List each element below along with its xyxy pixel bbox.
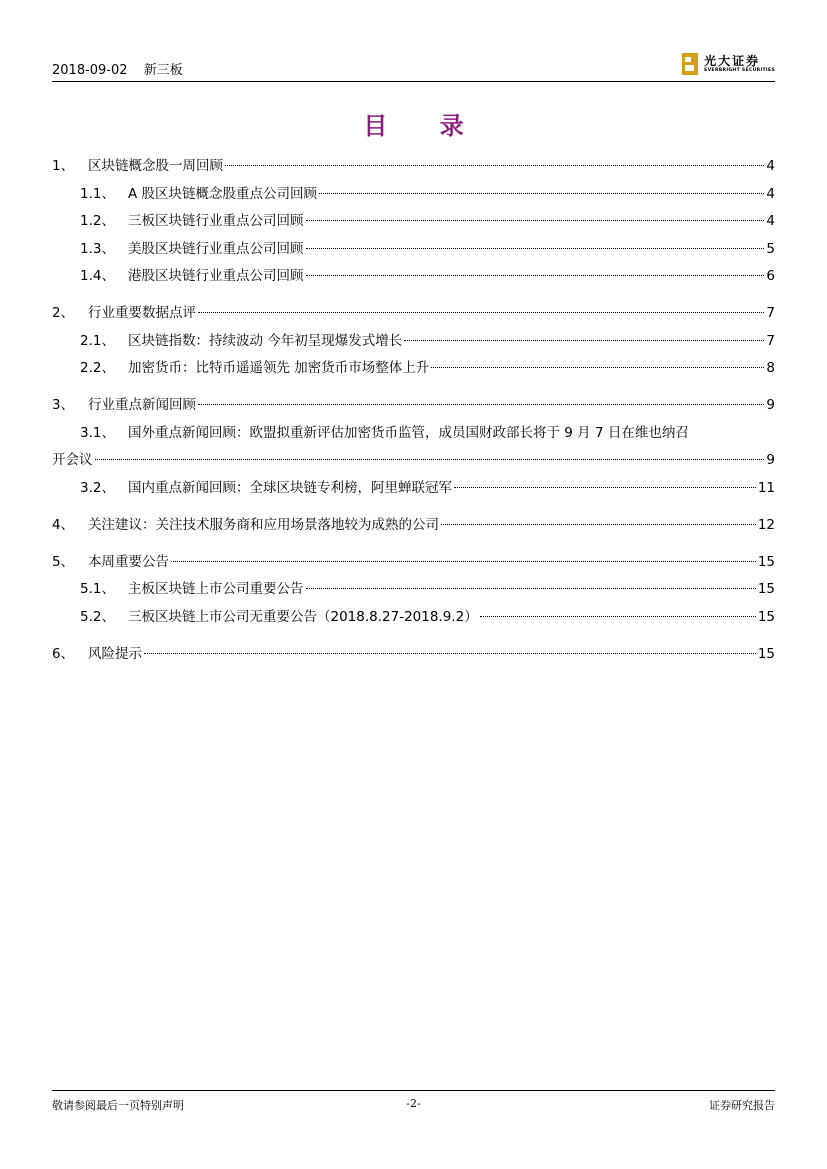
toc-entry-page: 15	[757, 581, 775, 597]
toc-entry[interactable]	[52, 515, 775, 535]
toc-entry[interactable]	[52, 184, 775, 204]
toc-leader-dots	[171, 561, 756, 562]
toc-leader-dots	[198, 312, 764, 313]
toc-entry-page: 15	[757, 608, 775, 625]
toc-leader-dots	[431, 367, 764, 368]
toc-entry-number: 1.2、	[80, 213, 115, 229]
toc-entry-number: 1.1、	[80, 185, 115, 202]
toc-entry-page: 4	[766, 158, 775, 174]
toc-entry-line[interactable]	[80, 423, 775, 443]
toc-entry-number: 4、	[52, 516, 75, 533]
toc-leader-dots	[441, 524, 756, 525]
toc-leader-dots	[95, 459, 765, 460]
toc-entry[interactable]	[52, 266, 775, 286]
toc-entry-text: 港股区块链行业重点公司回顾	[128, 268, 304, 284]
toc-entry[interactable]	[52, 644, 775, 664]
toc-entry-page: 9	[766, 452, 775, 468]
toc-entry[interactable]	[52, 331, 775, 351]
logo-mark-icon	[682, 53, 698, 75]
toc-entry-number: 5.1、	[80, 581, 115, 597]
toc-entry-page: 5	[766, 240, 775, 257]
toc-entry-number: 5、	[52, 553, 75, 570]
toc-entry[interactable]	[52, 358, 775, 378]
toc-leader-dots	[319, 193, 764, 194]
toc-entry-text: 行业重要数据点评	[88, 305, 196, 321]
toc-leader-dots	[306, 220, 765, 221]
toc-entry-text: 国内重点新闻回顾：全球区块链专利榜，阿里蝉联冠军	[128, 479, 452, 496]
toc-entry-page: 15	[757, 645, 775, 662]
report-category: 新三板	[143, 63, 183, 78]
toc-entry-page: 6	[766, 268, 775, 284]
toc-entry-text: A 股区块链概念股重点公司回顾	[128, 185, 318, 202]
page-number: -2-	[406, 1097, 421, 1110]
toc-entry-page: 9	[766, 397, 775, 413]
toc-title: 目 录	[363, 111, 486, 140]
toc-entry-text: 本周重要公告	[88, 553, 169, 570]
toc-leader-dots	[306, 248, 765, 249]
company-logo	[682, 51, 775, 77]
page-header	[52, 48, 775, 82]
toc-entry-text: 三板区块链上市公司无重要公告（2018.8.27-2018.9.2）	[128, 608, 478, 625]
footer-report-type: 证券研究报告	[709, 1099, 775, 1112]
toc-entry-number: 1、	[52, 158, 75, 174]
toc-entry-page: 15	[757, 553, 775, 570]
toc-entry[interactable]	[52, 450, 775, 470]
toc-entry-number: 3.2、	[80, 479, 115, 496]
footer-disclaimer: 敬请参阅最后一页特别声明	[52, 1099, 184, 1112]
toc-entry-text: 加密货币：比特币遥遥领先 加密货币市场整体上升	[128, 360, 430, 376]
toc-entry-number: 2.1、	[80, 332, 115, 349]
toc-entry-page: 8	[766, 360, 775, 376]
report-date: 2018-09-02	[52, 63, 128, 78]
toc-entry[interactable]	[52, 579, 775, 599]
toc-entry[interactable]	[52, 552, 775, 572]
toc-entry-page: 4	[766, 213, 775, 229]
toc-entry-page: 12	[757, 516, 775, 533]
toc-entry[interactable]	[52, 478, 775, 498]
toc-entry-text: 区块链概念股一周回顾	[88, 158, 223, 174]
toc-entry[interactable]	[52, 239, 775, 259]
toc-entry-text: 风险提示	[88, 645, 142, 662]
toc-entry-number: 5.2、	[80, 608, 115, 625]
toc-entry-number: 6、	[52, 645, 75, 662]
toc-entry-number: 2.2、	[80, 360, 115, 376]
toc-entry[interactable]	[52, 395, 775, 415]
toc-entry-page: 7	[766, 305, 775, 321]
toc-entry-text: 关注建议：关注技术服务商和应用场景落地较为成熟的公司	[88, 516, 439, 533]
toc-entry[interactable]	[52, 303, 775, 323]
toc-entry-text: 区块链指数：持续波动 今年初呈现爆发式增长	[128, 332, 403, 349]
toc-entry-number: 1.3、	[80, 240, 115, 257]
toc-entry-page: 11	[757, 479, 775, 496]
toc-entry-number: 1.4、	[80, 268, 115, 284]
toc-entry-text: 三板区块链行业重点公司回顾	[128, 213, 304, 229]
toc-entry[interactable]	[52, 607, 775, 627]
toc-entry[interactable]	[52, 211, 775, 231]
toc-leader-dots	[404, 340, 764, 341]
logo-chinese-name: 光大证券	[704, 54, 761, 68]
toc-entry-number: 3.1、	[80, 424, 115, 441]
toc-leader-dots	[198, 404, 764, 405]
toc-entry-page: 4	[766, 185, 775, 202]
toc-leader-dots	[306, 275, 765, 276]
toc-entry-text: 美股区块链行业重点公司回顾	[128, 240, 304, 257]
logo-english-name: EVERBRIGHT SECURITIES	[704, 68, 775, 73]
toc-entry-text: 国外重点新闻回顾：欧盟拟重新评估加密货币监管，成员国财政部长将于 9 月 7 日在维也纳召	[128, 424, 689, 441]
toc-entry-text: 行业重点新闻回顾	[88, 397, 196, 413]
toc-leader-dots	[480, 616, 756, 617]
toc-entry-number: 3、	[52, 397, 75, 413]
toc-entry-text-continuation: 开会议	[52, 452, 93, 468]
toc-entry[interactable]	[52, 156, 775, 176]
toc-entry-text: 主板区块链上市公司重要公告	[128, 581, 304, 597]
header-info	[52, 59, 195, 78]
page-footer	[52, 1090, 775, 1118]
toc-entry-number: 2、	[52, 305, 75, 321]
toc-leader-dots	[144, 653, 756, 654]
toc-leader-dots	[225, 165, 764, 166]
toc-leader-dots	[306, 588, 756, 589]
toc-entry-page: 7	[766, 332, 775, 349]
toc-leader-dots	[454, 487, 756, 488]
